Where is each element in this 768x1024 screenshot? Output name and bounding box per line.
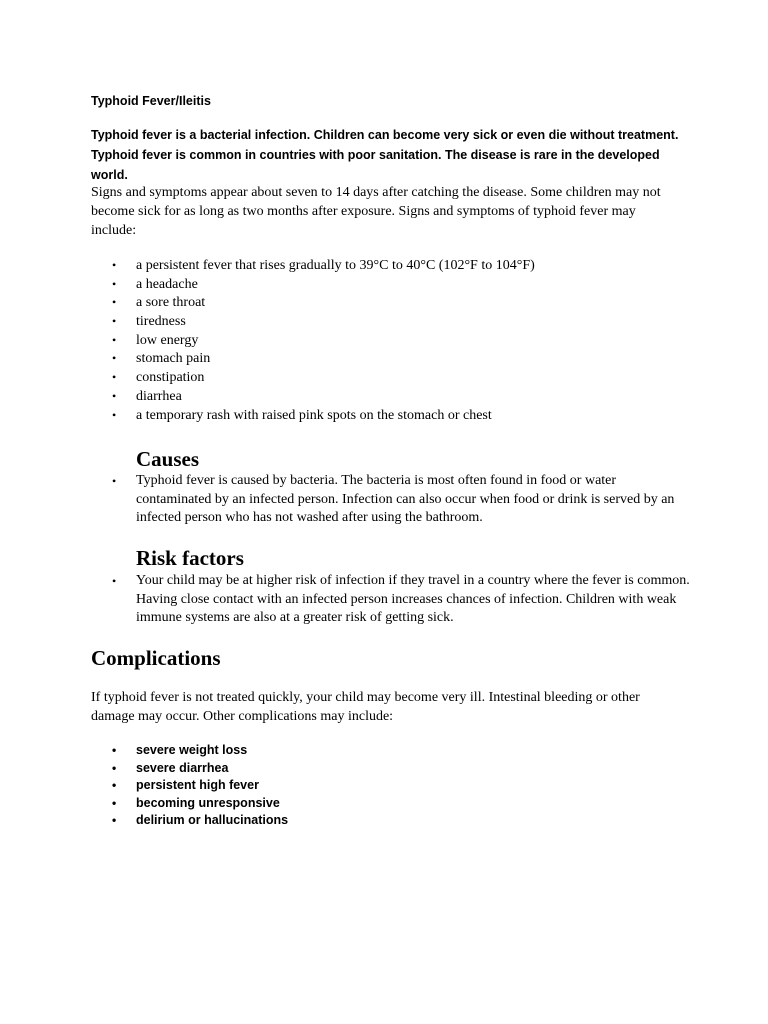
list-item xyxy=(91,349,691,368)
bullet-icon: • xyxy=(112,760,117,775)
bullet-icon: • xyxy=(112,813,117,827)
causes-list xyxy=(91,472,691,528)
bullet-icon: • xyxy=(112,314,117,329)
symptom-text: diarrhea xyxy=(136,388,182,404)
risk-factors-heading: Risk factors xyxy=(136,546,244,570)
complication-text: severe diarrhea xyxy=(136,760,229,775)
list-item xyxy=(91,331,691,350)
bullet-icon: • xyxy=(112,407,117,422)
list-item xyxy=(91,572,691,628)
list-item xyxy=(91,472,691,528)
list-item xyxy=(91,406,691,425)
symptom-text: a persistent fever that rises gradually to 39°C to 40°C (102°F to 104°F) xyxy=(136,258,535,273)
complications-list xyxy=(91,742,691,830)
list-item xyxy=(91,387,691,406)
bullet-icon: • xyxy=(112,574,117,588)
bullet-icon: • xyxy=(112,795,117,810)
symptom-text: stomach pain xyxy=(136,351,211,367)
symptom-text: a headache xyxy=(136,276,198,292)
list-item xyxy=(91,275,691,294)
bullet-icon: • xyxy=(112,276,117,291)
symptom-text: low energy xyxy=(136,332,199,348)
list-item xyxy=(91,812,691,830)
symptom-text: a sore throat xyxy=(136,295,206,311)
symptom-text: constipation xyxy=(136,370,205,386)
document-title: Typhoid Fever/Ileitis xyxy=(91,94,211,108)
bullet-icon: • xyxy=(112,351,117,366)
intro-paragraph: Typhoid fever is a bacterial infection. Children can become very sick or even die without treatment. Typhoid fever is common in countries with poor sanitation. The disease is rare in the developed world. xyxy=(91,128,679,182)
bullet-icon: • xyxy=(112,295,117,310)
complications-heading: Complications xyxy=(91,646,221,670)
bullet-icon: • xyxy=(112,332,117,347)
complication-text: severe weight loss xyxy=(136,743,248,757)
list-item xyxy=(91,760,691,778)
bullet-icon: • xyxy=(112,743,117,757)
bullet-icon: • xyxy=(112,474,117,488)
list-item xyxy=(91,742,691,760)
signs-paragraph: Signs and symptoms appear about seven to 14 days after catching the disease. Some children may not become sick for as long as two months after exposure. Signs and symptoms of typhoid fever may include: xyxy=(91,185,661,238)
symptom-text: tiredness xyxy=(136,314,186,330)
risk-factors-list xyxy=(91,572,691,628)
list-item xyxy=(91,777,691,795)
risk-factors-text: Your child may be at higher risk of infection if they travel in a country where the fever is common. Having close contact with an infected person increases chances of infection. Children with weak immune systems are also at a greater risk of getting sick. xyxy=(136,573,690,625)
causes-text: Typhoid fever is caused by bacteria. The bacteria is most often found in food or water contaminated by an infected person. Infection can also occur when food or drink is served by an infected person who has not washed after using the bathroom. xyxy=(136,473,675,525)
list-item xyxy=(91,368,691,387)
symptom-text: a temporary rash with raised pink spots on the stomach or chest xyxy=(136,407,492,423)
list-item xyxy=(91,293,691,312)
complication-text: delirium or hallucinations xyxy=(136,813,289,827)
causes-heading: Causes xyxy=(136,447,200,471)
bullet-icon: • xyxy=(112,388,117,403)
list-item xyxy=(91,795,691,813)
complication-text: becoming unresponsive xyxy=(136,795,280,810)
complications-paragraph: If typhoid fever is not treated quickly, your child may become very ill. Intestinal bleeding or other damage may occur. Other complications may include: xyxy=(91,690,640,724)
list-item xyxy=(91,256,691,275)
bullet-icon: • xyxy=(112,778,117,792)
list-item xyxy=(91,312,691,331)
bullet-icon: • xyxy=(112,258,117,272)
complication-text: persistent high fever xyxy=(136,778,259,792)
symptoms-list xyxy=(91,256,691,424)
bullet-icon: • xyxy=(112,370,117,385)
